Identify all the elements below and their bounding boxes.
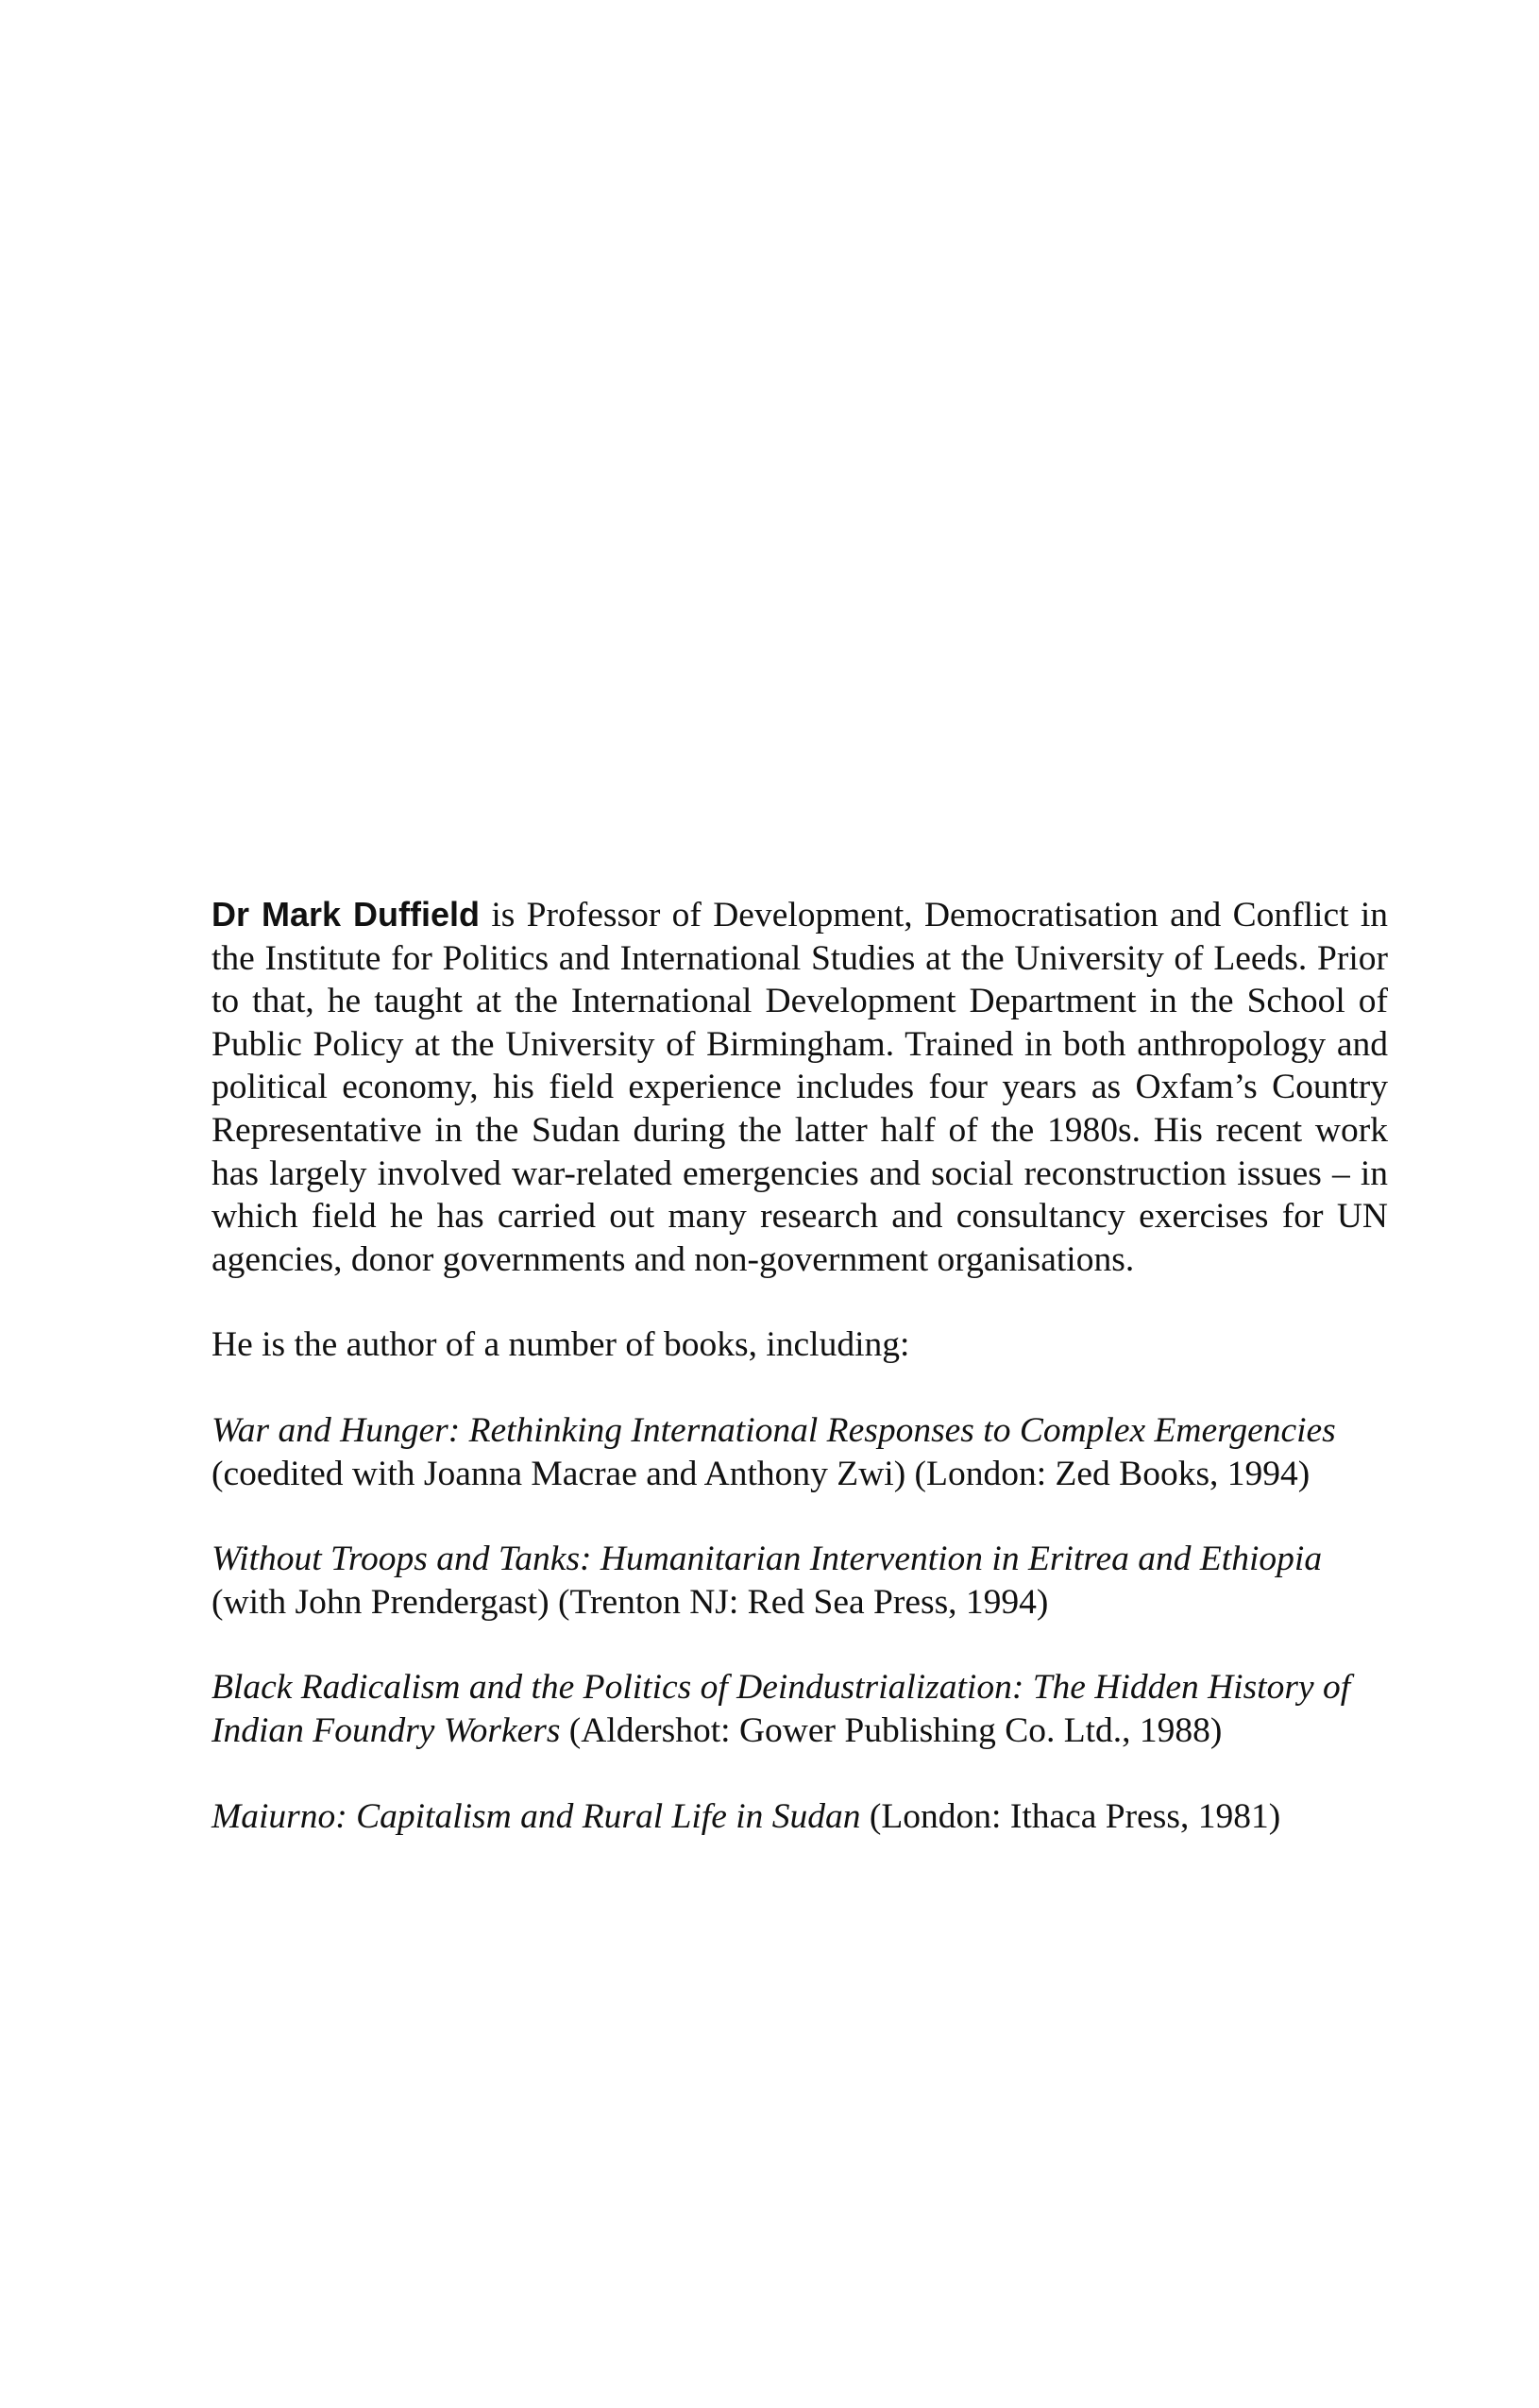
- book-title: Without Troops and Tanks: Humanitarian Intervention in Eritrea and Ethiopia: [211, 1540, 1323, 1579]
- book-entry: [211, 1538, 1388, 1624]
- books-intro: He is the author of a number of books, including:: [211, 1325, 910, 1365]
- book-title: War and Hunger: Rethinking International Responses to Complex Emergencies: [211, 1410, 1336, 1450]
- author-bio-section: [211, 893, 1388, 1838]
- book-title: Maiurno: Capitalism and Rural Life in Sudan: [211, 1796, 861, 1836]
- book-entry: [211, 1666, 1388, 1752]
- book-details: (London: Ithaca Press, 1981): [869, 1796, 1281, 1836]
- author-bio-paragraph: [211, 893, 1388, 1281]
- author-bio-text: is Professor of Development, Democratisation and Conflict in the Institute for Politics and International Studies at the University of Leeds. Prior to that, he taught at the International Development Department in the School of Public Policy at the University of Birmingham. Trained in both anthropology and political economy, his field experience includes four years as Oxfam’s Country Representative in the Sudan during the latter half of the 1980s. His recent work has largely involved war-related emergencies and social reconstruction issues – in which field he has carried out many research and consultancy exercises for UN agencies, donor governments and non-government organisations.: [211, 896, 1389, 1279]
- book-title: Black Radicalism and the Politics of Deindustrialization: The Hidden History of Indian Foundry Workers: [211, 1668, 1351, 1750]
- book-details: (Aldershot: Gower Publishing Co. Ltd., 1988): [568, 1710, 1223, 1750]
- book-entry: [211, 1795, 1388, 1839]
- book-details: (with John Prendergast) (Trenton NJ: Red Sea Press, 1994): [211, 1582, 1049, 1622]
- book-details: (coedited with Joanna Macrae and Anthony Zwi) (London: Zed Books, 1994): [211, 1454, 1311, 1493]
- book-entry: [211, 1409, 1388, 1495]
- author-name: Dr Mark Duffield: [211, 895, 480, 934]
